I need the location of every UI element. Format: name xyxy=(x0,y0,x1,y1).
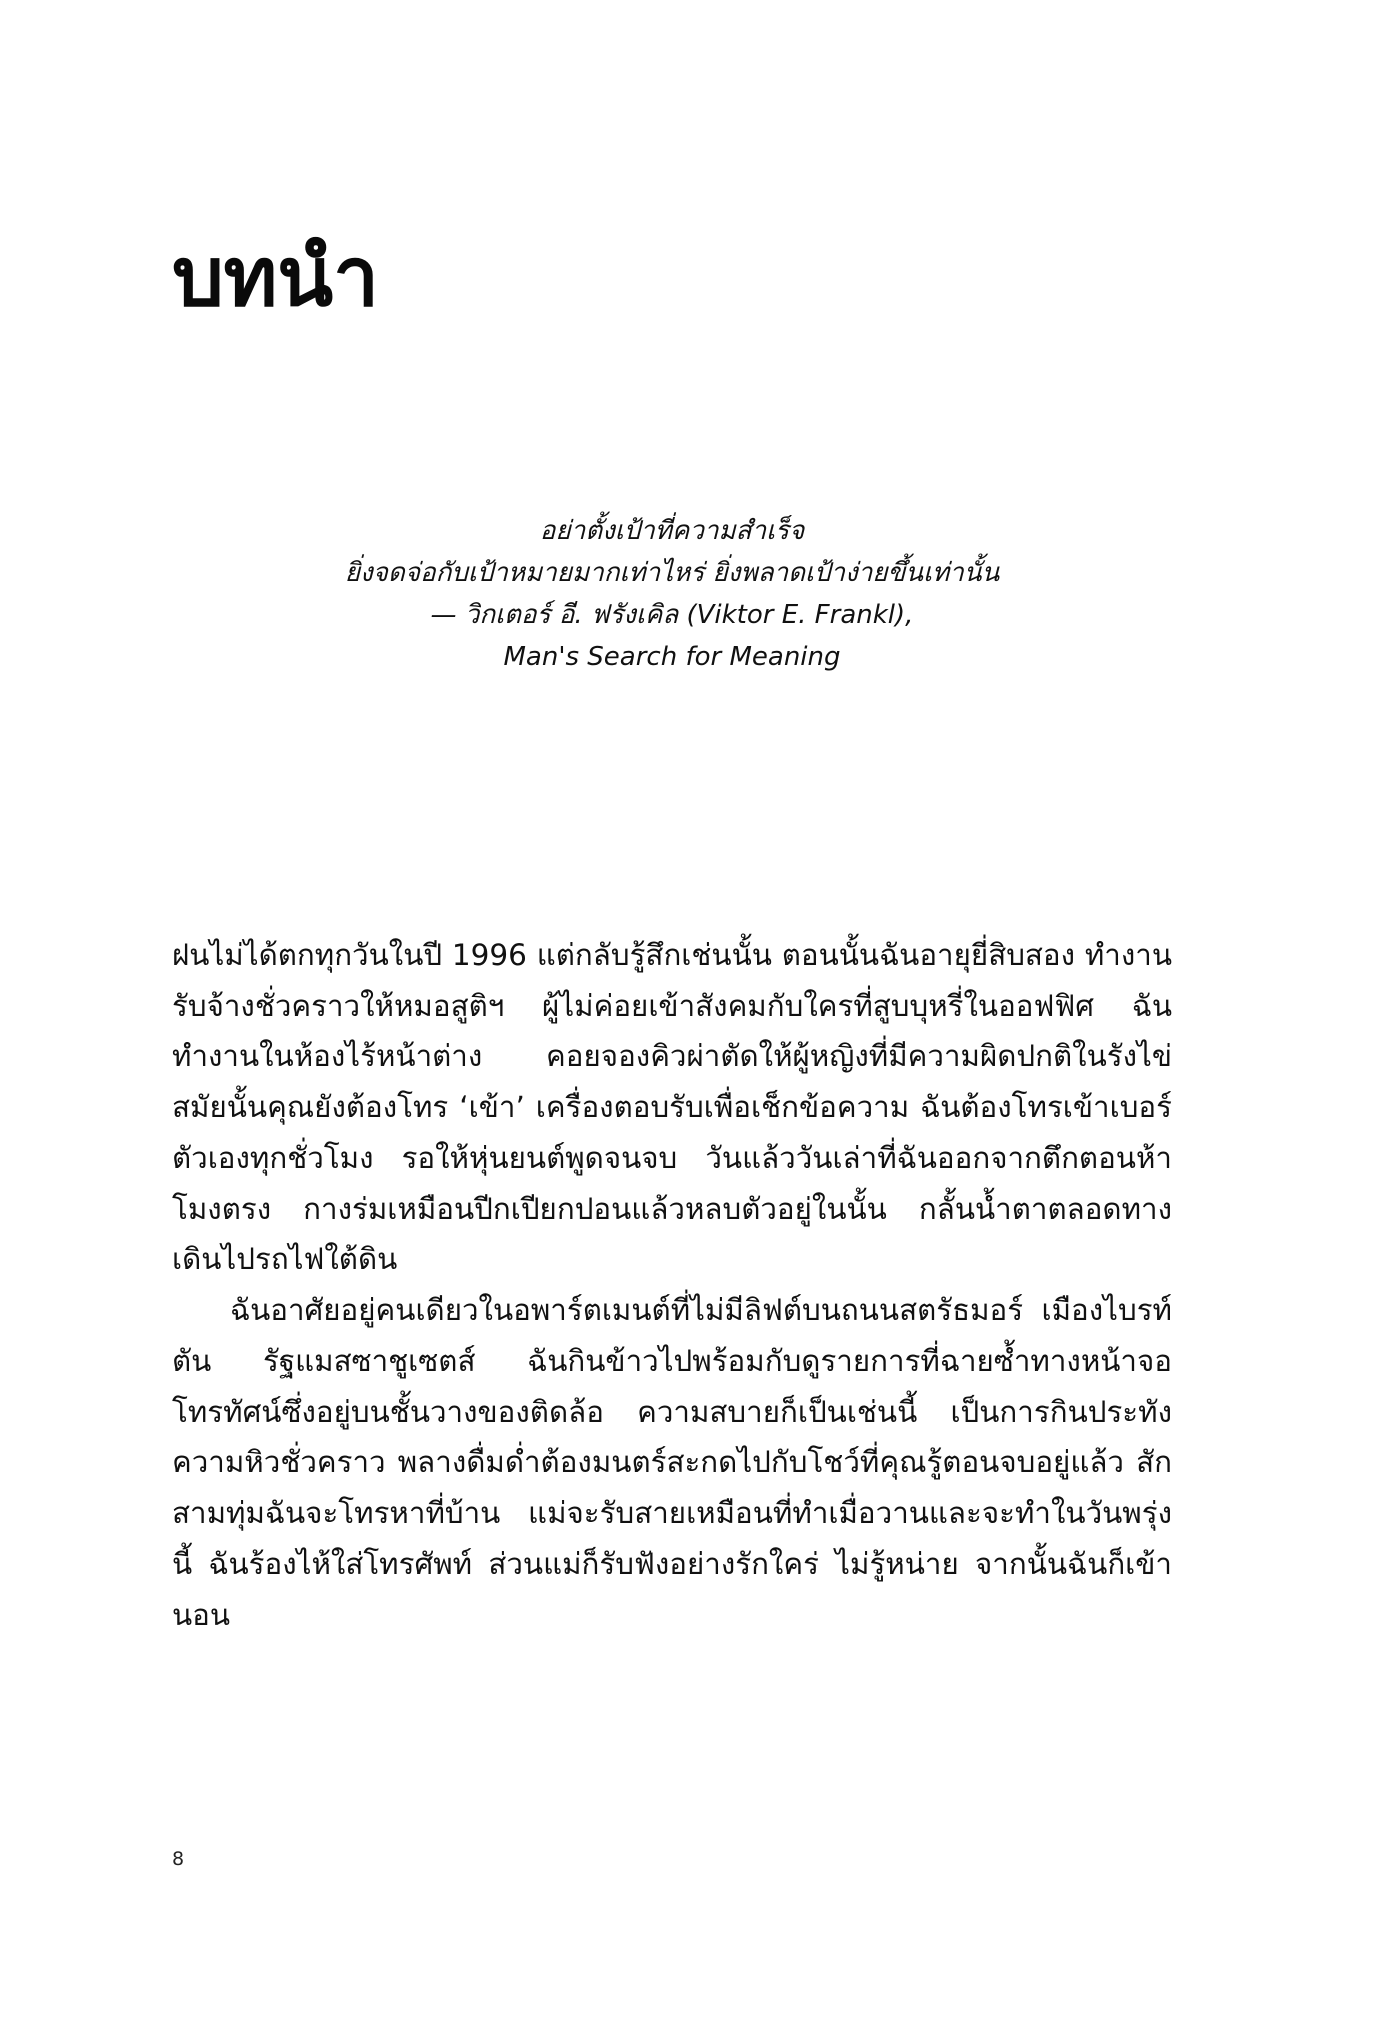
epigraph-line-1: อย่าตั้งเป้าที่ความสำเร็จ xyxy=(539,516,805,546)
paragraph-1: ฝนไม่ได้ตกทุกวันในปี 1996 แต่กลับรู้สึกเช่นนั้น ตอนนั้นฉันอายุยี่สิบสอง ทำงานรับจ้างชั่วคราวให้หมอสูติฯ ผู้ไม่ค่อยเข้าสังคมกับใครที่สูบบุหรี่ในออฟฟิศ ฉันทำงานในห้องไร้หน้าต่าง คอยจองคิวผ่าตัดให้ผู้หญิงที่มีความผิดปกติในรังไข่ สมัยนั้นคุณยังต้องโทร ‘เข้า’ เครื่องตอบรับเพื่อเช็กข้อความ ฉันต้องโทรเข้าเบอร์ตัวเองทุกชั่วโมง รอให้หุ่นยนต์พูดจนจบ วันแล้ววันเล่าที่ฉันออกจากตึกตอนห้าโมงตรง กางร่มเหมือนปีกเปียกปอนแล้วหลบตัวอยู่ในนั้น กลั้นน้ำตาตลอดทางเดินไปรถไฟใต้ดิน xyxy=(172,938,1172,1277)
chapter-title: บทนำ xyxy=(172,229,379,325)
page-content-column xyxy=(172,0,1172,2026)
epigraph-source-title: Man's Search for Meaning xyxy=(503,642,841,673)
body-text xyxy=(172,930,1172,1640)
epigraph-block xyxy=(172,510,1172,678)
epigraph-line-2: ยิ่งจดจ่อกับเป้าหมายมากเท่าไหร่ ยิ่งพลาดเป้าง่ายขึ้นเท่านั้น xyxy=(344,558,1000,589)
paragraph-2: ฉันอาศัยอยู่คนเดียวในอพาร์ตเมนต์ที่ไม่มีลิฟต์บนถนนสตรัธมอร์ เมืองไบรท์ตัน รัฐแมสซาชูเซตส์ ฉันกินข้าวไปพร้อมกับดูรายการที่ฉายซ้ำทางหน้าจอโทรทัศน์ซึ่งอยู่บนชั้นวางของติดล้อ ความสบายก็เป็นเช่นนี้ เป็นการกินประทังความหิวชั่วคราว พลางดื่มด่ำต้องมนตร์สะกดไปกับโชว์ที่คุณรู้ตอนจบอยู่แล้ว สักสามทุ่มฉันจะโทรหาที่บ้าน แม่จะรับสายเหมือนที่ทำเมื่อวานและจะทำในวันพรุ่งนี้ ฉันร้องไห้ใส่โทรศัพท์ ส่วนแม่ก็รับฟังอย่างรักใคร่ ไม่รู้หน่าย จากนั้นฉันก็เข้านอน xyxy=(172,1293,1172,1632)
epigraph-attribution: — วิกเตอร์ อี. ฟรังเคิล (Viktor E. Frankl), xyxy=(430,600,914,631)
page-number: 8 xyxy=(172,1848,185,1870)
